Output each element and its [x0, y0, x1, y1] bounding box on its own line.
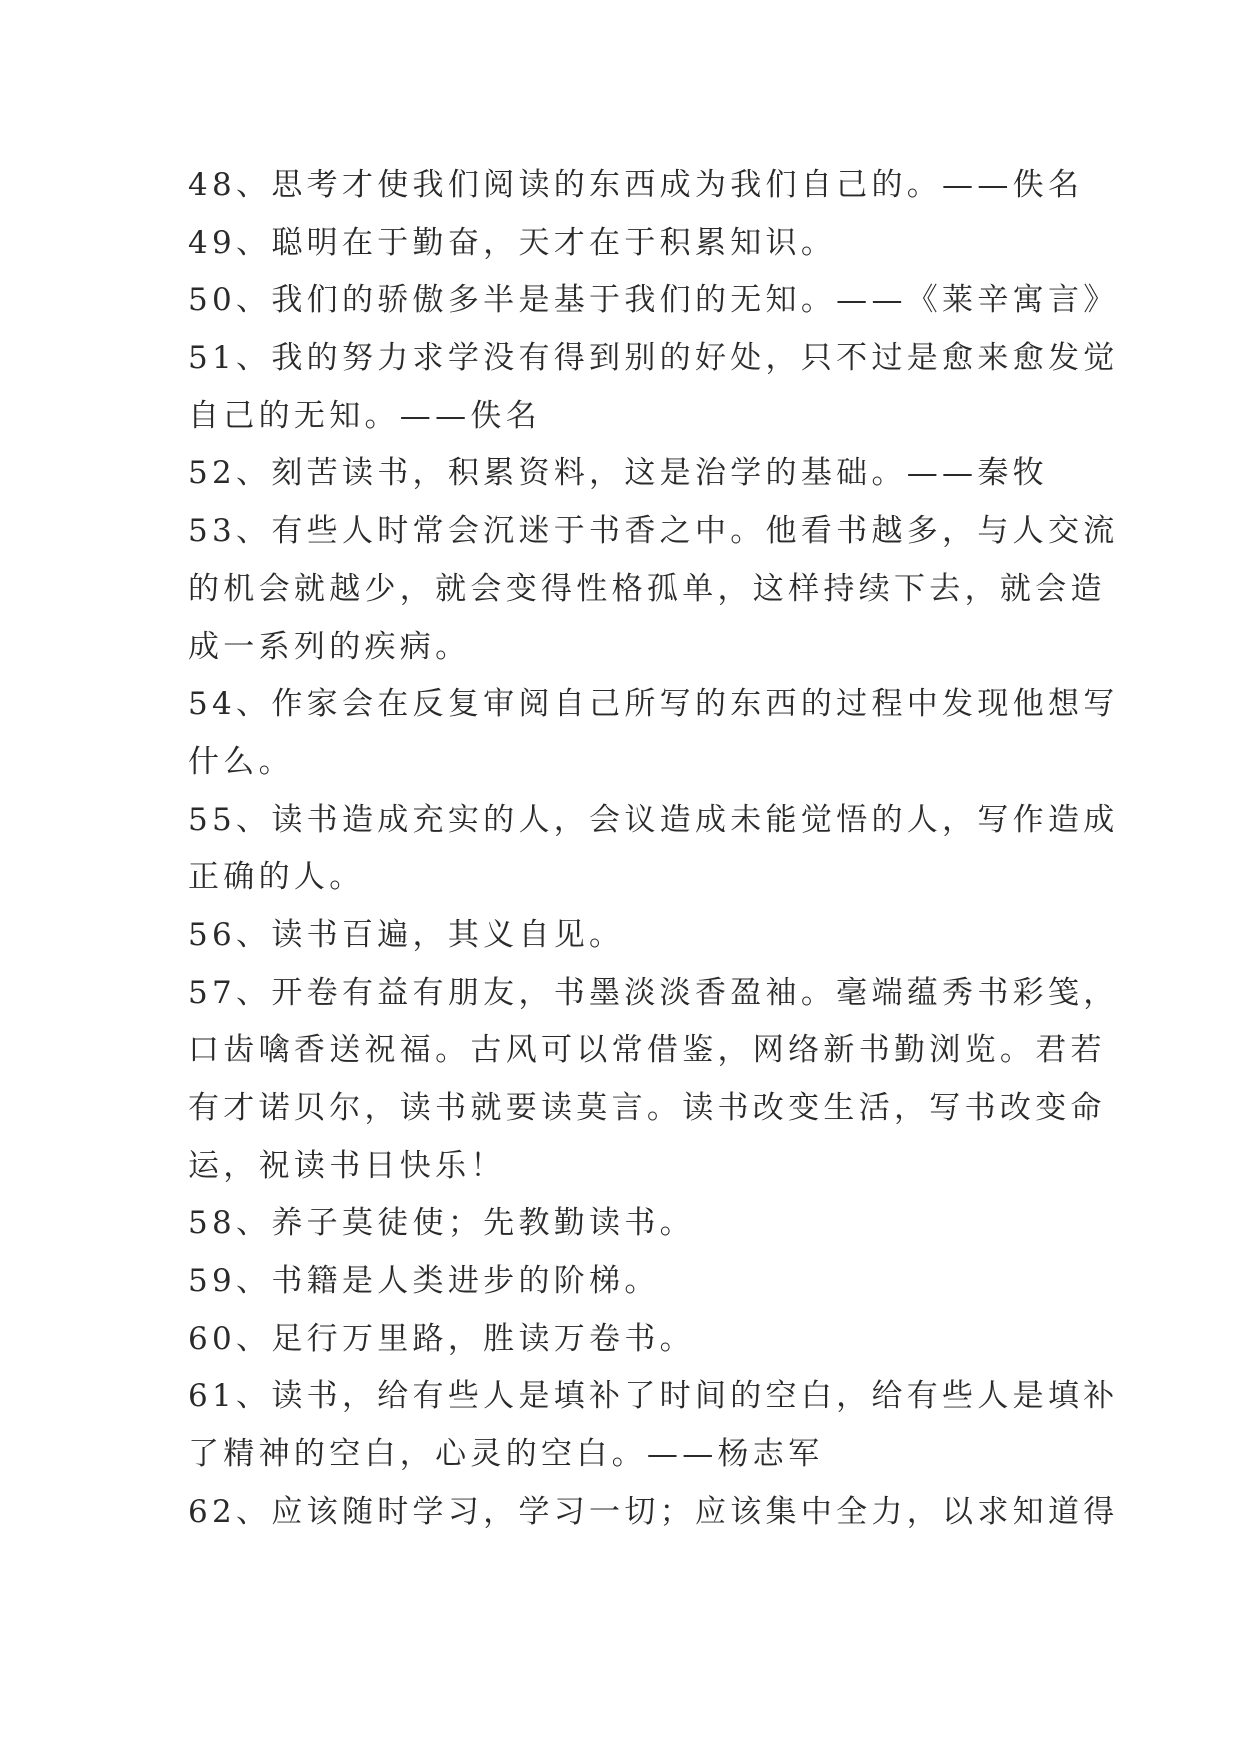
text-line: 61、读书，给有些人是填补了时间的空白，给有些人是填补	[188, 1378, 1119, 1415]
text-line: 55、读书造成充实的人，会议造成未能觉悟的人，写作造成	[188, 801, 1119, 838]
text-line: 的机会就越少，就会变得性格孤单，这样持续下去，就会造	[188, 570, 1106, 607]
text-line: 53、有些人时常会沉迷于书香之中。他看书越多，与人交流	[188, 513, 1119, 550]
text-line: 口齿噙香送祝福。古风可以常借鉴，网络新书勤浏览。君若	[188, 1032, 1106, 1069]
text-line: 56、读书百遍，其义自见。	[188, 916, 625, 953]
text-line: 52、刻苦读书，积累资料，这是治学的基础。——秦牧	[188, 455, 1048, 492]
text-line: 57、开卷有益有朋友，书墨淡淡香盈袖。毫端蕴秀书彩笺，	[188, 974, 1119, 1011]
text-line: 54、作家会在反复审阅自己所写的东西的过程中发现他想写	[188, 686, 1119, 723]
text-line: 59、书籍是人类进步的阶梯。	[188, 1263, 660, 1300]
text-line: 什么。	[188, 743, 294, 780]
text-line: 60、足行万里路，胜读万卷书。	[188, 1320, 695, 1357]
text-line: 运，祝读书日快乐！	[188, 1147, 506, 1184]
text-line: 51、我的努力求学没有得到别的好处，只不过是愈来愈发觉	[188, 340, 1119, 377]
text-line: 正确的人。	[188, 859, 365, 896]
text-line: 48、思考才使我们阅读的东西成为我们自己的。——佚名	[188, 167, 1084, 203]
text-line: 有才诺贝尔，读书就要读莫言。读书改变生活，写书改变命	[188, 1090, 1106, 1126]
text-line: 58、养子莫徒使；先教勤读书。	[188, 1205, 695, 1242]
text-line: 62、应该随时学习，学习一切；应该集中全力，以求知道得	[188, 1493, 1119, 1530]
text-line: 成一系列的疾病。	[188, 628, 471, 665]
text-line: 49、聪明在于勤奋，天才在于积累知识。	[188, 224, 837, 261]
document-body	[188, 157, 1119, 1542]
text-line: 自己的无知。——佚名	[188, 397, 541, 434]
text-line: 了精神的空白，心灵的空白。——杨志军	[188, 1436, 824, 1473]
text-line: 50、我们的骄傲多半是基于我们的无知。——《莱辛寓言》	[188, 282, 1119, 319]
